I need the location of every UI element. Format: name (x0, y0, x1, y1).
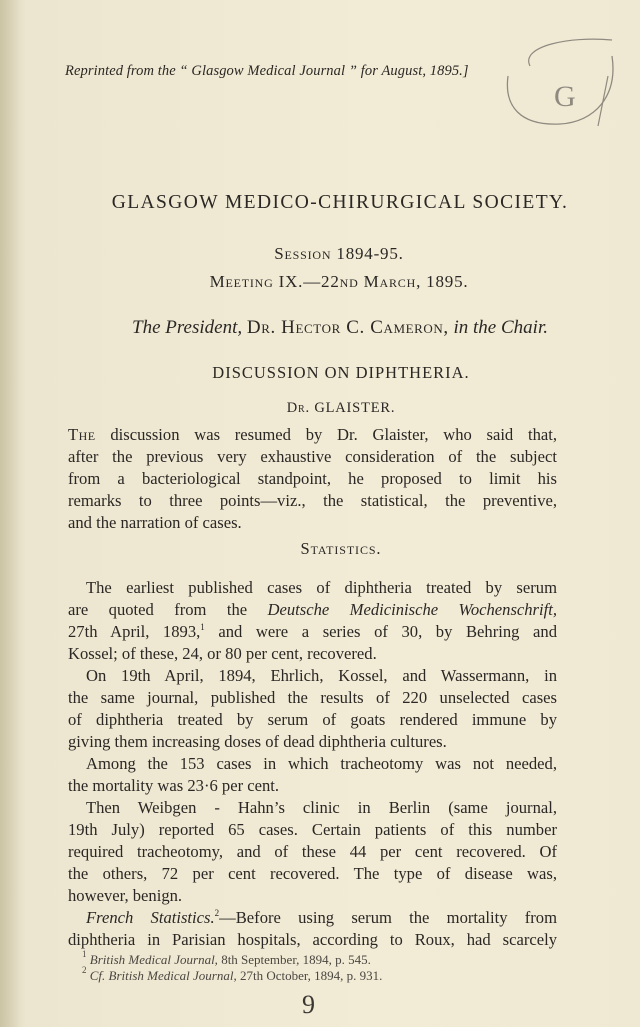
paragraph-3-line-3: of diphtheria treated by serum of goats rendered immune by (68, 710, 557, 729)
paragraph-5-line-5: however, benign. (68, 886, 183, 905)
speaker-name: Dr. GLAISTER. (286, 400, 396, 416)
signature-mark: 9 (302, 990, 315, 1019)
footnote-ref: 1 (200, 622, 205, 632)
paragraph-1-line-1 (68, 425, 557, 445)
paragraph-6-line-1 (86, 908, 557, 928)
stamp-letter: G (554, 80, 576, 113)
footnote-detail: 27th October, 1894, p. 931. (236, 968, 383, 983)
president-tail: in the Chair. (453, 317, 548, 338)
paragraph-6-line-2: diphtheria in Parisian hospitals, according to Roux, had scarcely (68, 930, 557, 949)
paragraph-3-line-4: giving them increasing doses of dead diphtheria cultures. (68, 732, 447, 751)
text-run: —Before using serum the mortality from (219, 908, 558, 927)
footnote-source: British Medical Journal, (89, 952, 218, 967)
paragraph-2-line-4: Kossel; of these, 24, or 80 per cent, recovered. (68, 644, 377, 663)
paragraph-5-line-3: required tracheotomy, and of these 44 per cent recovered. Of (68, 842, 557, 861)
paragraph-3-line-1: On 19th April, 1894, Ehrlich, Kossel, and Wassermann, in (86, 666, 557, 685)
footnote-ref: 2 (214, 908, 220, 918)
paragraph-1-line-3: from a bacteriological standpoint, he proposed to limit his (68, 469, 557, 488)
president-name: Dr. Hector C. Cameron, (246, 317, 449, 338)
paragraph-1-line-5: and the narration of cases. (68, 513, 242, 532)
president-line (0, 317, 640, 339)
footnote-detail: 8th September, 1894, p. 545. (217, 952, 371, 967)
meeting-line: Meeting IX.—22nd March, 1895. (209, 272, 469, 291)
text-run: 27th April, 1893, (68, 622, 201, 641)
session-line: Session 1894-95. (274, 244, 404, 263)
text-run: and were a series of 30, by Behring and (204, 622, 557, 641)
subheading-french-statistics: French Statistics. (86, 908, 215, 927)
society-title: GLASGOW MEDICO-CHIRURGICAL SOCIETY. (111, 192, 569, 213)
footnote-1 (82, 949, 562, 968)
footnote-number: 2 (82, 965, 87, 975)
paragraph-5-line-1: Then Weibgen - Hahn’s clinic in Berlin (same journal, (86, 798, 557, 817)
paragraph-2-line-1: The earliest published cases of diphtheria treated by serum (86, 578, 557, 597)
paragraph-1-line-2: after the previous very exhaustive consideration of the subject (68, 447, 557, 466)
paragraph-4-line-2: the mortality was 23·6 per cent. (68, 776, 280, 795)
text-run: are quoted from the (68, 600, 268, 619)
footnote-source: Cf. British Medical Journal, (89, 968, 237, 983)
page-edge-shadow (0, 0, 26, 1027)
reprint-note: Reprinted from the “ Glasgow Medical Journal ” for August, 1895.] (65, 63, 469, 79)
paragraph-1-line-4: remarks to three points—viz., the statistical, the preventive, (68, 491, 557, 510)
discussion-title: DISCUSSION ON DIPHTHERIA. (212, 363, 470, 382)
library-stamp (500, 36, 622, 132)
paragraph-3-line-2: the same journal, published the results of 220 unselected cases (68, 688, 557, 707)
footnote-number: 1 (82, 949, 87, 959)
footnote-2 (82, 965, 562, 984)
section-heading-statistics: Statistics. (300, 539, 382, 558)
paragraph-4-line-1: Among the 153 cases in which tracheotomy was not needed, (86, 754, 557, 773)
paragraph-2-line-3 (68, 622, 557, 642)
paragraph-5-line-2: 19th July) reported 65 cases. Certain patients of this number (68, 820, 557, 839)
paragraph-5-line-4: the others, 72 per cent recovered. The type of disease was, (68, 864, 557, 883)
journal-title: Deutsche Medicinische Wochenschrift, (267, 600, 557, 619)
drop-word: The (68, 425, 96, 444)
text-run: discussion was resumed by Dr. Glaister, who said that, (95, 425, 557, 444)
president-lead: The President, (132, 317, 243, 338)
paragraph-2-line-2 (68, 600, 557, 620)
